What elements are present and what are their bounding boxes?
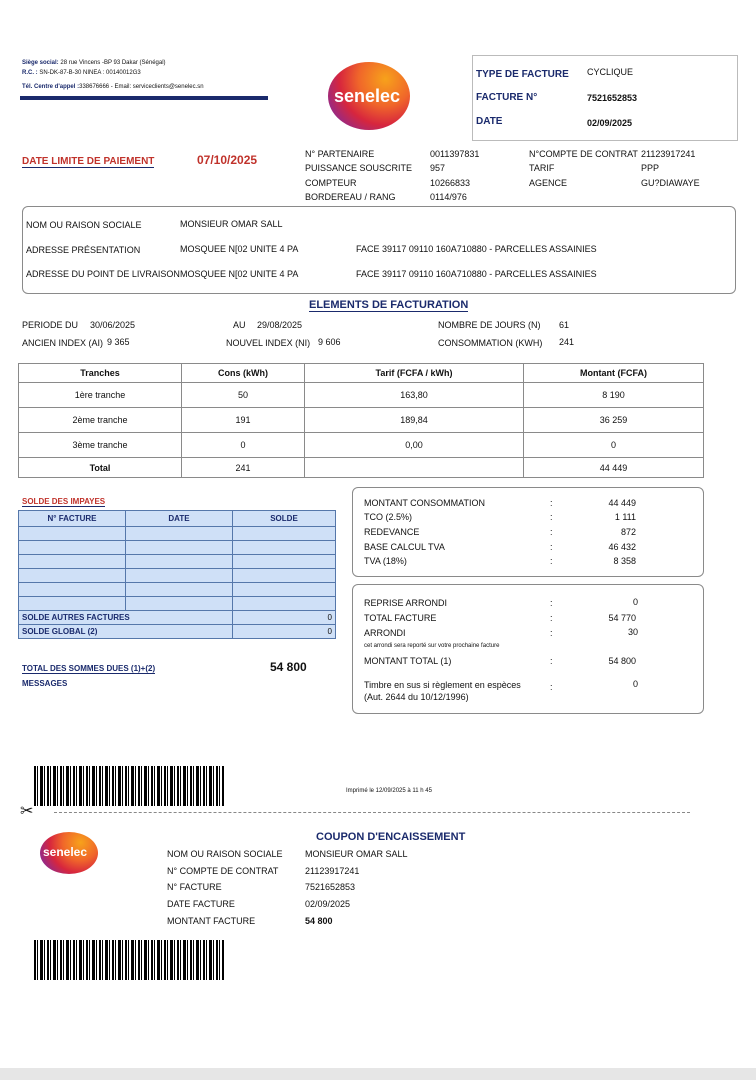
- summary-colon: :: [550, 527, 553, 537]
- nouvel-index-value: 9 606: [318, 337, 341, 347]
- coupon-facture-label: N° FACTURE: [167, 882, 222, 892]
- solde-global-value: 0: [233, 625, 336, 639]
- table-cell: 36 259: [524, 408, 704, 433]
- timbre-label-2: (Aut. 2644 du 10/12/1996): [364, 692, 469, 702]
- solde-autres-row: [19, 611, 336, 625]
- table-cell: 0: [182, 433, 305, 458]
- summary-colon: :: [550, 613, 553, 623]
- deadline-value: 07/10/2025: [197, 153, 258, 167]
- tarif-value: PPP: [641, 163, 660, 173]
- table-cell: 1ère tranche: [19, 383, 182, 408]
- jours-label: NOMBRE DE JOURS (N): [438, 320, 541, 330]
- adr-liv-value1: MOSQUEE N[02 UNITE 4 PA: [180, 269, 299, 279]
- contrat-label: N°COMPTE DE CONTRAT: [529, 149, 638, 159]
- reprise-label: REPRISE ARRONDI: [364, 598, 448, 608]
- coupon-montant-label: MONTANT FACTURE: [167, 916, 256, 926]
- timbre-value: 0: [632, 679, 638, 689]
- coupon-facture-value: 7521652853: [305, 882, 356, 892]
- arrondi-note: cet arrondi sera reporté sur votre prochaine facture: [364, 643, 500, 649]
- facture-date-label: DATE: [476, 116, 503, 127]
- periode-label: PERIODE DU: [22, 320, 79, 330]
- summary-value: 44 449: [608, 498, 636, 508]
- siege-line: Siège social: 28 rue Vincens -BP 93 Dakar (Sénégal): [22, 60, 166, 66]
- arrondi-value: 30: [627, 627, 638, 637]
- coupon-montant-value: 54 800: [305, 916, 333, 926]
- adr-pres-value1: MOSQUEE N[02 UNITE 4 PA: [180, 244, 299, 254]
- compteur-label: COMPTEUR: [305, 178, 357, 188]
- adr-pres-value2: FACE 39117 09110 160A710880 - PARCELLES ASSAINIES: [356, 244, 597, 254]
- summary-colon: :: [550, 628, 553, 638]
- tranches-header-row: [19, 364, 704, 383]
- messages-label: MESSAGES: [22, 679, 68, 688]
- client-nom-label: NOM OU RAISON SOCIALE: [26, 220, 142, 230]
- barcode-icon: [34, 766, 224, 806]
- table-cell: 191: [182, 408, 305, 433]
- coupon-contrat-value: 21123917241: [305, 866, 360, 876]
- total-dues-label: TOTAL DES SOMMES DUES (1)+(2): [22, 664, 156, 673]
- table-row: [19, 383, 704, 408]
- coupon-nom-value: MONSIEUR OMAR SALL: [305, 849, 408, 859]
- coupon-nom-label: NOM OU RAISON SOCIALE: [167, 849, 283, 859]
- table-row: [19, 541, 336, 555]
- summary-colon: :: [550, 498, 553, 508]
- coupon-date-value: 02/09/2025: [305, 899, 351, 909]
- summary-label: TCO (2.5%): [364, 512, 413, 522]
- consommation-value: 241: [559, 337, 575, 347]
- impayes-header: N° FACTURE: [19, 511, 126, 527]
- client-nom-value: MONSIEUR OMAR SALL: [180, 219, 283, 229]
- solde-global-label: SOLDE GLOBAL (2): [19, 625, 233, 639]
- au-value: 29/08/2025: [257, 320, 303, 330]
- table-cell: Total: [19, 458, 182, 478]
- total-dues-value: 54 800: [270, 660, 307, 674]
- impayes-header: SOLDE: [233, 511, 336, 527]
- table-cell: [305, 458, 524, 478]
- nouvel-index-label: NOUVEL INDEX (NI): [226, 338, 311, 348]
- table-row: [19, 527, 336, 541]
- header-rule: [20, 96, 268, 100]
- summary-value: 1 111: [614, 512, 636, 522]
- tranches-table: [18, 363, 704, 478]
- agence-label: AGENCE: [529, 178, 568, 188]
- coupon-contrat-label: N° COMPTE DE CONTRAT: [167, 866, 279, 876]
- senelec-logo-text: senelec: [334, 86, 401, 106]
- summary-colon: :: [550, 556, 553, 566]
- summary-value: 46 432: [608, 542, 636, 552]
- total-facture-label: TOTAL FACTURE: [364, 613, 437, 623]
- facture-date-value: 02/09/2025: [587, 118, 633, 128]
- agence-value: GU?DIAWAYE: [641, 178, 700, 188]
- summary-label: BASE CALCUL TVA: [364, 542, 445, 552]
- deadline-label: DATE LIMITE DE PAIEMENT: [22, 156, 155, 167]
- scissors-icon: ✂: [20, 803, 34, 820]
- au-label: AU: [233, 320, 246, 330]
- table-row: [19, 583, 336, 597]
- table-cell: 241: [182, 458, 305, 478]
- summary-label: TVA (18%): [364, 556, 407, 566]
- adr-liv-value2: FACE 39117 09110 160A710880 - PARCELLES ASSAINIES: [356, 269, 597, 279]
- summary-label: REDEVANCE: [364, 527, 420, 537]
- coupon-title: COUPON D'ENCAISSEMENT: [316, 831, 466, 843]
- table-cell: 0,00: [305, 433, 524, 458]
- table-cell: 0: [524, 433, 704, 458]
- summary-label: MONTANT CONSOMMATION: [364, 498, 485, 508]
- elements-title: ELEMENTS DE FACTURATION: [309, 299, 469, 311]
- puissance-label: PUISSANCE SOUSCRITE: [305, 163, 413, 173]
- table-cell: 50: [182, 383, 305, 408]
- table-cell: 189,84: [305, 408, 524, 433]
- tranches-header: Tranches: [19, 364, 182, 383]
- tranches-header: Tarif (FCFA / kWh): [305, 364, 524, 383]
- coupon-barcode-icon: [34, 940, 224, 980]
- periode-value: 30/06/2025: [90, 320, 136, 330]
- summary-colon: :: [550, 682, 553, 692]
- montant-total-label: MONTANT TOTAL (1): [364, 656, 452, 666]
- table-total-row: [19, 458, 704, 478]
- cut-line: [54, 812, 690, 813]
- summary-colon: :: [550, 512, 553, 522]
- adr-liv-label: ADRESSE DU POINT DE LIVRAISON: [26, 269, 180, 279]
- compteur-value: 10266833: [430, 178, 471, 188]
- montant-total-value: 54 800: [608, 656, 636, 666]
- jours-value: 61: [559, 320, 570, 330]
- summary-colon: :: [550, 656, 553, 666]
- bottom-strip: [0, 1068, 756, 1080]
- ancien-index-label: ANCIEN INDEX (AI): [22, 338, 104, 348]
- tarif-label: TARIF: [529, 163, 555, 173]
- total-facture-value: 54 770: [608, 613, 636, 623]
- bordereau-value: 0114/976: [430, 192, 467, 202]
- table-cell: 44 449: [524, 458, 704, 478]
- table-row: [19, 569, 336, 583]
- reprise-value: 0: [632, 597, 638, 607]
- contrat-value: 21123917241: [641, 149, 696, 159]
- type-facture-label: TYPE DE FACTURE: [476, 69, 569, 80]
- tranches-header: Montant (FCFA): [524, 364, 704, 383]
- timbre-label-1: Timbre en sus si règlement en espèces: [364, 680, 521, 690]
- table-cell: 163,80: [305, 383, 524, 408]
- summary-value: 8 358: [613, 556, 636, 566]
- tranches-header: Cons (kWh): [182, 364, 305, 383]
- solde-autres-value: 0: [233, 611, 336, 625]
- summary-colon: :: [550, 598, 553, 608]
- ancien-index-value: 9 365: [107, 337, 130, 347]
- table-row: [19, 597, 336, 611]
- facture-num-label: FACTURE N°: [476, 92, 538, 103]
- partenaire-value: 0011397831: [430, 149, 480, 159]
- tel-line: Tél. Centre d'appel :338676666 - Email: serviceclients@senelec.sn: [22, 84, 204, 90]
- table-cell: 8 190: [524, 383, 704, 408]
- impayes-header-row: [19, 511, 336, 527]
- table-row: [19, 555, 336, 569]
- table-row: [19, 433, 704, 458]
- solde-global-row: [19, 625, 336, 639]
- printed-date: Imprimé le 12/09/2025 à 11 h 45: [346, 788, 432, 794]
- rc-line: R.C. : SN-DK-87-B-30 NINEA : 00140012G3: [22, 70, 141, 76]
- solde-autres-label: SOLDE AUTRES FACTURES: [19, 611, 233, 625]
- arrondi-label: ARRONDI: [364, 628, 406, 638]
- partenaire-label: N° PARTENAIRE: [305, 149, 375, 159]
- impayes-table: [18, 510, 336, 639]
- puissance-value: 957: [430, 163, 446, 173]
- summary-colon: :: [550, 542, 553, 552]
- coupon-date-label: DATE FACTURE: [167, 899, 235, 909]
- summary-value: 872: [620, 527, 636, 537]
- bordereau-label: BORDEREAU / RANG: [305, 192, 396, 202]
- impayes-header: DATE: [126, 511, 233, 527]
- impayes-title: SOLDE DES IMPAYES: [22, 497, 106, 506]
- table-cell: 2ème tranche: [19, 408, 182, 433]
- table-row: [19, 408, 704, 433]
- adr-pres-label: ADRESSE PRÉSENTATION: [26, 245, 141, 255]
- coupon-senelec-logo-text: senelec: [43, 845, 88, 859]
- type-facture-value: CYCLIQUE: [587, 67, 634, 77]
- facture-num-value: 7521652853: [587, 93, 638, 103]
- consommation-label: CONSOMMATION (KWH): [438, 338, 543, 348]
- table-cell: 3ème tranche: [19, 433, 182, 458]
